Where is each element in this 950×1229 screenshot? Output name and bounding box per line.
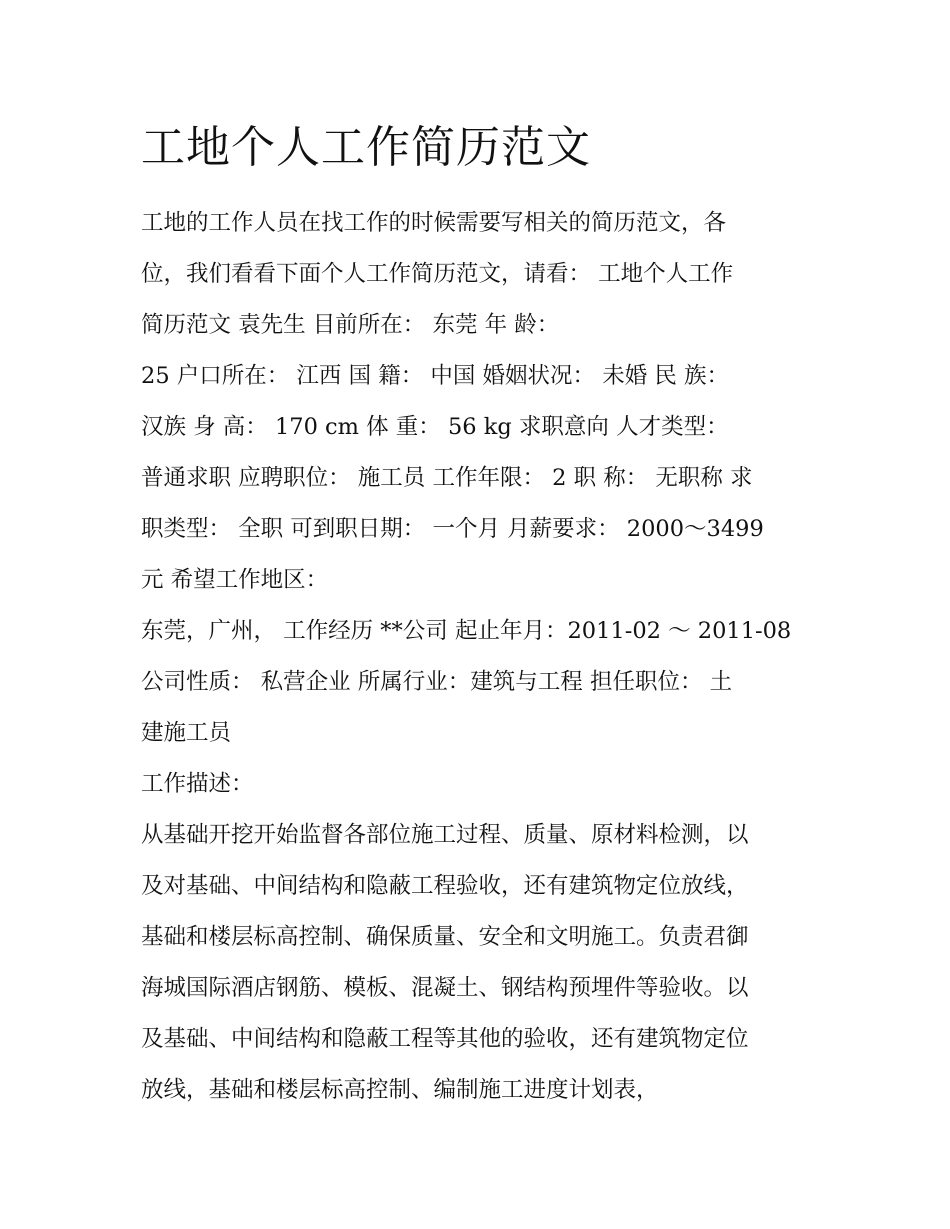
text-line: 职类型： 全职 可到职日期： 一个月 月薪要求： 2000～3499	[141, 516, 764, 542]
text-line: 25 户口所在： 江西 国 籍： 中国 婚姻状况： 未婚 民 族：	[141, 363, 730, 389]
text-line: 元 希望工作地区：	[141, 567, 329, 593]
text-line: 基础和楼层标高控制、确保质量、安全和文明施工。负责君御	[141, 924, 749, 950]
page-title: 工地个人工作简历范文	[141, 122, 591, 173]
text-line: 普通求职 应聘职位： 施工员 工作年限： 2 职 称： 无职称 求	[141, 465, 753, 491]
text-line: 从基础开挖开始监督各部位施工过程、质量、原材料检测，以	[141, 822, 749, 848]
text-line: 汉族 身 高： 170 cm 体 重： 56 kg 求职意向 人才类型：	[141, 414, 729, 440]
text-line: 公司性质： 私营企业 所属行业：建筑与工程 担任职位： 土	[141, 669, 733, 695]
text-line: 位，我们看看下面个人工作简历范文，请看： 工地个人工作	[141, 261, 734, 287]
section-heading: 工作描述：	[141, 771, 254, 797]
text-line: 建施工员	[141, 720, 232, 746]
text-line: 放线，基础和楼层标高控制、编制施工进度计划表，	[141, 1077, 659, 1103]
body-text	[141, 198, 821, 1116]
text-line: 工地的工作人员在找工作的时候需要写相关的简历范文，各	[141, 210, 727, 236]
text-line: 及基础、中间结构和隐蔽工程等其他的验收，还有建筑物定位	[141, 1026, 749, 1052]
text-line: 简历范文 袁先生 目前所在： 东莞 年 龄：	[141, 312, 560, 338]
text-line: 海城国际酒店钢筋、模板、混凝土、钢结构预埋件等验收。以	[141, 975, 749, 1001]
text-line: 及对基础、中间结构和隐蔽工程验收，还有建筑物定位放线，	[141, 873, 749, 899]
text-line: 东莞，广州， 工作经历 **公司 起止年月：2011-02 ～ 2011-08	[141, 618, 792, 644]
